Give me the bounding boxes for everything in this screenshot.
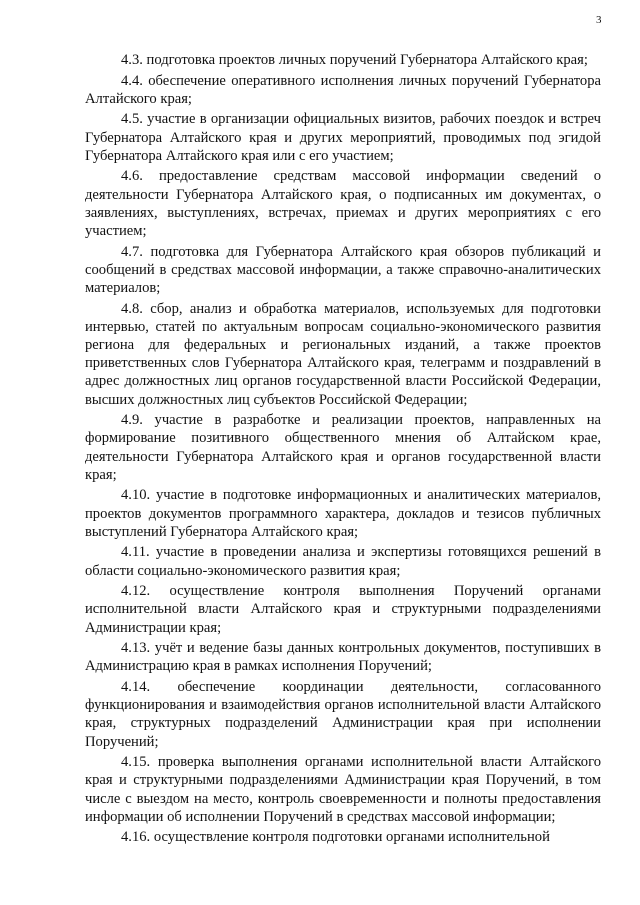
paragraph-4-15: 4.15. проверка выполнения органами исполнительной власти Алтайского края и структурными подразделениями Администрации края Поручений, в том числе с выездом на место, контроль своевременности и полноты предоставления информации об исполнении Поручений в средствах массовой информации; — [85, 754, 601, 825]
paragraph-4-8: 4.8. сбор, анализ и обработка материалов, используемых для подготовки интервью, статей по актуальным вопросам социально-экономического развития региона для федеральных и региональных изданий, а также проектов приветственных слов Губернатора Алтайского края, телеграмм и поздравлений в адрес должностных лиц органов государственной власти Российской Федерации, высших должностных лиц субъектов Российской Федерации; — [85, 300, 601, 408]
paragraph-4-4: 4.4. обеспечение оперативного исполнения личных поручений Губернатора Алтайского края; — [85, 72, 601, 107]
document-body — [85, 51, 601, 849]
paragraph-4-12: 4.12. осуществление контроля выполнения Поручений органами исполнительной власти Алтайского края и структурными подразделениями Администрации края; — [85, 583, 601, 636]
paragraph-4-11: 4.11. участие в проведении анализа и экспертизы готовящихся решений в области социально-экономического развития края; — [85, 544, 601, 579]
paragraph-4-13: 4.13. учёт и ведение базы данных контрольных документов, поступивших в Администрацию края в рамках исполнения Поручений; — [85, 640, 601, 675]
paragraph-4-16: 4.16. осуществление контроля подготовки органами исполнительной — [121, 829, 550, 846]
paragraph-4-3: 4.3. подготовка проектов личных поручений Губернатора Алтайского края; — [121, 52, 588, 68]
paragraph-4-9: 4.9. участие в разработке и реализации проектов, направленных на формирование позитивного общественного мнения об Алтайском крае, деятельности Губернатора Алтайского края и органов государственной власти края; — [85, 412, 601, 483]
page-number: 3 — [596, 14, 602, 26]
paragraph-4-14: 4.14. обеспечение координации деятельности, согласованного функционирования и взаимодействия органов исполнительной власти Алтайского края, структурных подразделений Администрации края при исполнении Поручений; — [85, 679, 601, 750]
paragraph-4-10: 4.10. участие в подготовке информационных и аналитических материалов, проектов документов программного характера, докладов и тезисов публичных выступлений Губернатора Алтайского края; — [85, 487, 601, 540]
paragraph-4-5: 4.5. участие в организации официальных визитов, рабочих поездок и встреч Губернатора Алтайского края и других мероприятий, проводимых под эгидой Губернатора Алтайского края или с его участием; — [85, 111, 601, 164]
paragraph-4-6: 4.6. предоставление средствам массовой информации сведений о деятельности Губернатора Алтайского края, о подписанных им документах, о заявлениях, выступлениях, встречах, приемах и других мероприятиях с его участием; — [85, 168, 601, 239]
paragraph-4-7: 4.7. подготовка для Губернатора Алтайского края обзоров публикаций и сообщений в средствах массовой информации, а также справочно-аналитических материалов; — [85, 243, 601, 296]
